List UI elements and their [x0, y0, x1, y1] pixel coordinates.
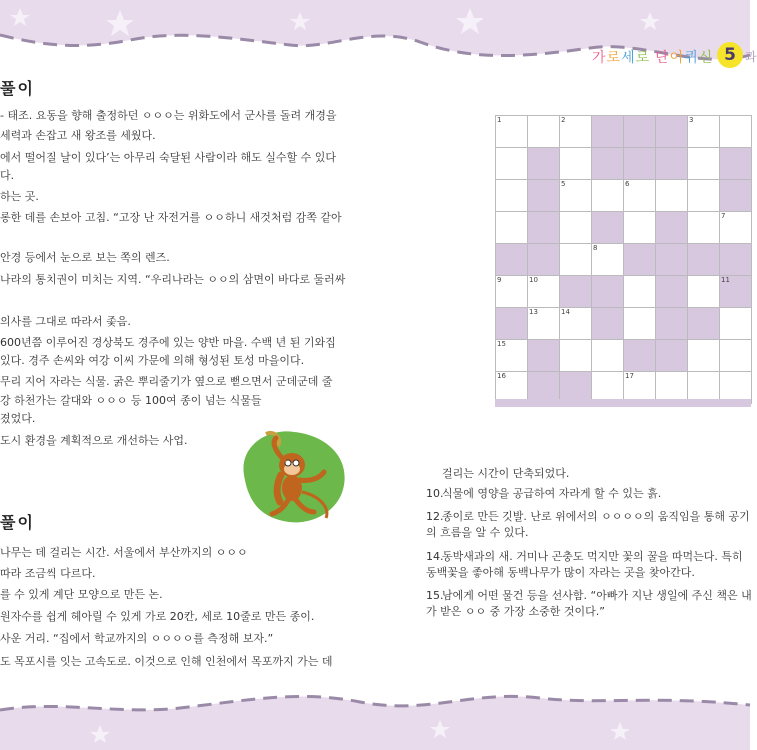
cell-number: 6: [625, 180, 630, 188]
grid-cell[interactable]: [688, 340, 720, 372]
cell-number: 17: [625, 372, 634, 380]
bottom-decorative-band: [0, 680, 750, 750]
grid-bottom-bar: [495, 399, 751, 407]
across-clue-line: 무리 지어 자라는 식물. 굵은 뿌리줄기가 옆으로 뻗으면서 군데군데 줄: [0, 375, 333, 388]
grid-cell-blocked: [656, 244, 688, 276]
cell-number: 11: [721, 276, 730, 284]
grid-cell[interactable]: [688, 212, 720, 244]
clue-text: 종이로 만든 깃발. 난로 위에서의 ㅇㅇㅇㅇ의 움직임을 통해 공기의 흐름을 알 수 있다.: [426, 510, 750, 539]
across-clue-line: 안경 등에서 눈으로 보는 쪽의 렌즈.: [0, 251, 170, 264]
title-char: 세: [621, 50, 636, 66]
clue-number: 15.: [426, 589, 444, 602]
grid-cell[interactable]: [528, 276, 560, 308]
grid-cell[interactable]: [720, 340, 752, 372]
grid-cell-blocked: [656, 308, 688, 340]
chapter-number-badge: 5: [717, 42, 743, 68]
across-clue-line: 다.: [0, 169, 15, 182]
grid-cell-blocked: [528, 212, 560, 244]
cell-number: 1: [497, 116, 502, 124]
grid-cell[interactable]: [624, 180, 656, 212]
title-char: 신: [698, 50, 714, 66]
grid-cell[interactable]: [688, 148, 720, 180]
down-clue-line: 사운 거리. “집에서 학교까지의 ㅇㅇㅇㅇ를 측정해 보자.”: [0, 632, 274, 645]
grid-cell[interactable]: [720, 308, 752, 340]
title-char: 가: [592, 50, 607, 66]
grid-cell[interactable]: [560, 148, 592, 180]
grid-cell-blocked: [592, 148, 624, 180]
cell-number: 16: [497, 372, 506, 380]
grid-cell-blocked: [656, 276, 688, 308]
grid-cell[interactable]: [592, 244, 624, 276]
grid-cell-blocked: [528, 148, 560, 180]
across-clue-line: - 태조. 요동을 향해 출정하던 ㅇㅇㅇ는 위화도에서 군사를 돌려 개경을: [0, 109, 337, 122]
across-clue-line: 강 하천가는 갈대와 ㅇㅇㅇ 등 100여 종이 넘는 식물들: [0, 394, 262, 407]
down-clue-line: 원자수를 쉽게 헤아릴 수 있게 가로 20칸, 세로 10줄로 만든 종이.: [0, 610, 315, 623]
cell-number: 3: [689, 116, 694, 124]
across-clue-line: 600년쯤 이루어진 경상북도 경주에 있는 양반 마을. 수백 년 된 기와집: [0, 336, 336, 349]
grid-cell-blocked: [528, 340, 560, 372]
cell-number: 5: [561, 180, 566, 188]
grid-cell[interactable]: [592, 340, 624, 372]
grid-cell[interactable]: [560, 244, 592, 276]
cell-number: 7: [721, 212, 726, 220]
cell-number: 9: [497, 276, 502, 284]
title-char: 로: [635, 50, 651, 66]
grid-cell-blocked: [592, 116, 624, 148]
grid-cell[interactable]: [720, 212, 752, 244]
title-char: 어: [669, 50, 685, 66]
page-header-title: [592, 47, 713, 67]
grid-cell-blocked: [688, 308, 720, 340]
grid-cell-blocked: [528, 244, 560, 276]
grid-cell[interactable]: [592, 180, 624, 212]
cell-number: 10: [529, 276, 538, 284]
grid-cell[interactable]: [560, 116, 592, 148]
grid-cell[interactable]: [624, 308, 656, 340]
grid-cell-blocked: [592, 212, 624, 244]
grid-cell[interactable]: [496, 212, 528, 244]
clue-text: 동박새과의 새. 거미나 곤충도 먹지만 꽃의 꿀을 따먹는다. 특히 동백꽃을 좋아해 동백나무가 많이 자라는 곳을 찾아간다.: [426, 550, 743, 579]
grid-cell[interactable]: [560, 340, 592, 372]
grid-cell[interactable]: [560, 308, 592, 340]
title-char: 퀴: [684, 50, 699, 66]
clue-number: 14.: [426, 550, 444, 563]
grid-cell-blocked: [720, 148, 752, 180]
grid-cell[interactable]: [496, 276, 528, 308]
grid-cell[interactable]: [624, 276, 656, 308]
grid-cell-blocked: [720, 276, 752, 308]
chapter-suffix: 과: [745, 50, 757, 64]
grid-cell-blocked: [496, 308, 528, 340]
down-clue-line: 도 목포시를 잇는 고속도로. 이것으로 인해 인천에서 목포까지 가는 데: [0, 655, 333, 668]
grid-cell[interactable]: [560, 180, 592, 212]
grid-cell[interactable]: [528, 308, 560, 340]
grid-cell[interactable]: [656, 180, 688, 212]
across-clue-line: 롱한 데를 손보아 고침. “고장 난 자전거를 ㅇㅇ하니 새것처럼 감쪽 같아: [0, 211, 342, 224]
clue-number: 12.: [426, 510, 444, 523]
monkey-illustration: [234, 420, 354, 530]
clue-text: 남에게 어떤 물건 등을 선사함. “아빠가 지난 생일에 주신 책은 내가 받은 ㅇㅇ 중 가장 소중한 것이다.”: [426, 589, 752, 618]
down-clue-line: 따라 조금씩 다르다.: [0, 567, 96, 580]
across-clue-line: 의사를 그대로 따라서 좇음.: [0, 315, 131, 328]
grid-cell[interactable]: [528, 116, 560, 148]
title-char: 로: [606, 50, 622, 66]
across-clue-line: 하는 곳.: [0, 190, 39, 203]
across-clue-line: 에서 떨어질 날이 있다’는 아무리 숙달된 사람이라 해도 실수할 수 있다: [0, 151, 336, 164]
grid-cell-blocked: [560, 276, 592, 308]
down-clue-line: 나무는 데 걸리는 시간. 서울에서 부산까지의 ㅇㅇㅇ: [0, 546, 248, 559]
grid-cell[interactable]: [624, 212, 656, 244]
grid-cell-blocked: [656, 116, 688, 148]
grid-cell-blocked: [592, 276, 624, 308]
grid-cell[interactable]: [560, 212, 592, 244]
grid-cell-blocked: [688, 244, 720, 276]
clue-14: [426, 549, 756, 581]
down-clue-line: 를 수 있게 계단 모양으로 만든 논.: [0, 588, 163, 601]
grid-cell-blocked: [496, 244, 528, 276]
grid-cell-blocked: [624, 148, 656, 180]
across-clue-line: 있다. 경주 손씨와 여강 이씨 가문에 의해 형성된 토성 마을이다.: [0, 354, 305, 367]
across-clue-line: 나라의 통치권이 미치는 지역. “우리나라는 ㅇㅇ의 삼면이 바다로 둘러싸: [0, 273, 346, 286]
cell-number: 13: [529, 308, 538, 316]
clue-continuation: 걸리는 시간이 단축되었다.: [442, 467, 570, 480]
grid-cell-blocked: [624, 340, 656, 372]
grid-cell[interactable]: [688, 276, 720, 308]
grid-cell-blocked: [656, 340, 688, 372]
clue-text: 식물에 영양을 공급하여 자라게 할 수 있는 흙.: [442, 487, 662, 500]
down-section-heading: 풀이: [0, 513, 35, 532]
grid-cell[interactable]: [496, 180, 528, 212]
grid-cell-blocked: [624, 244, 656, 276]
grid-cell[interactable]: [496, 148, 528, 180]
grid-cell[interactable]: [496, 116, 528, 148]
grid-cell-blocked: [720, 244, 752, 276]
grid-cell[interactable]: [496, 340, 528, 372]
cell-number: 8: [593, 244, 598, 252]
clue-15: [426, 588, 756, 620]
grid-cell-blocked: [624, 116, 656, 148]
grid-cell-blocked: [720, 180, 752, 212]
cell-number: 15: [497, 340, 506, 348]
across-clue-line: 졌었다.: [0, 412, 36, 425]
cell-number: 2: [561, 116, 566, 124]
crossword-grid: [495, 115, 752, 406]
across-clue-line: 도시 환경을 계획적으로 개선하는 사업.: [0, 434, 188, 447]
grid-cell-blocked: [656, 212, 688, 244]
clue-number: 10.: [426, 487, 444, 500]
grid-cell-blocked: [656, 148, 688, 180]
grid-cell[interactable]: [688, 180, 720, 212]
title-char: 단: [655, 50, 670, 66]
clue-12: [426, 509, 756, 541]
cell-number: 14: [561, 308, 570, 316]
grid-cell-blocked: [592, 308, 624, 340]
across-clue-line: 세력과 손잡고 새 왕조를 세웠다.: [0, 129, 156, 142]
clue-10: [426, 486, 756, 502]
grid-cell[interactable]: [720, 116, 752, 148]
across-section-heading: 풀이: [0, 79, 35, 98]
grid-cell-blocked: [528, 180, 560, 212]
grid-cell[interactable]: [688, 116, 720, 148]
